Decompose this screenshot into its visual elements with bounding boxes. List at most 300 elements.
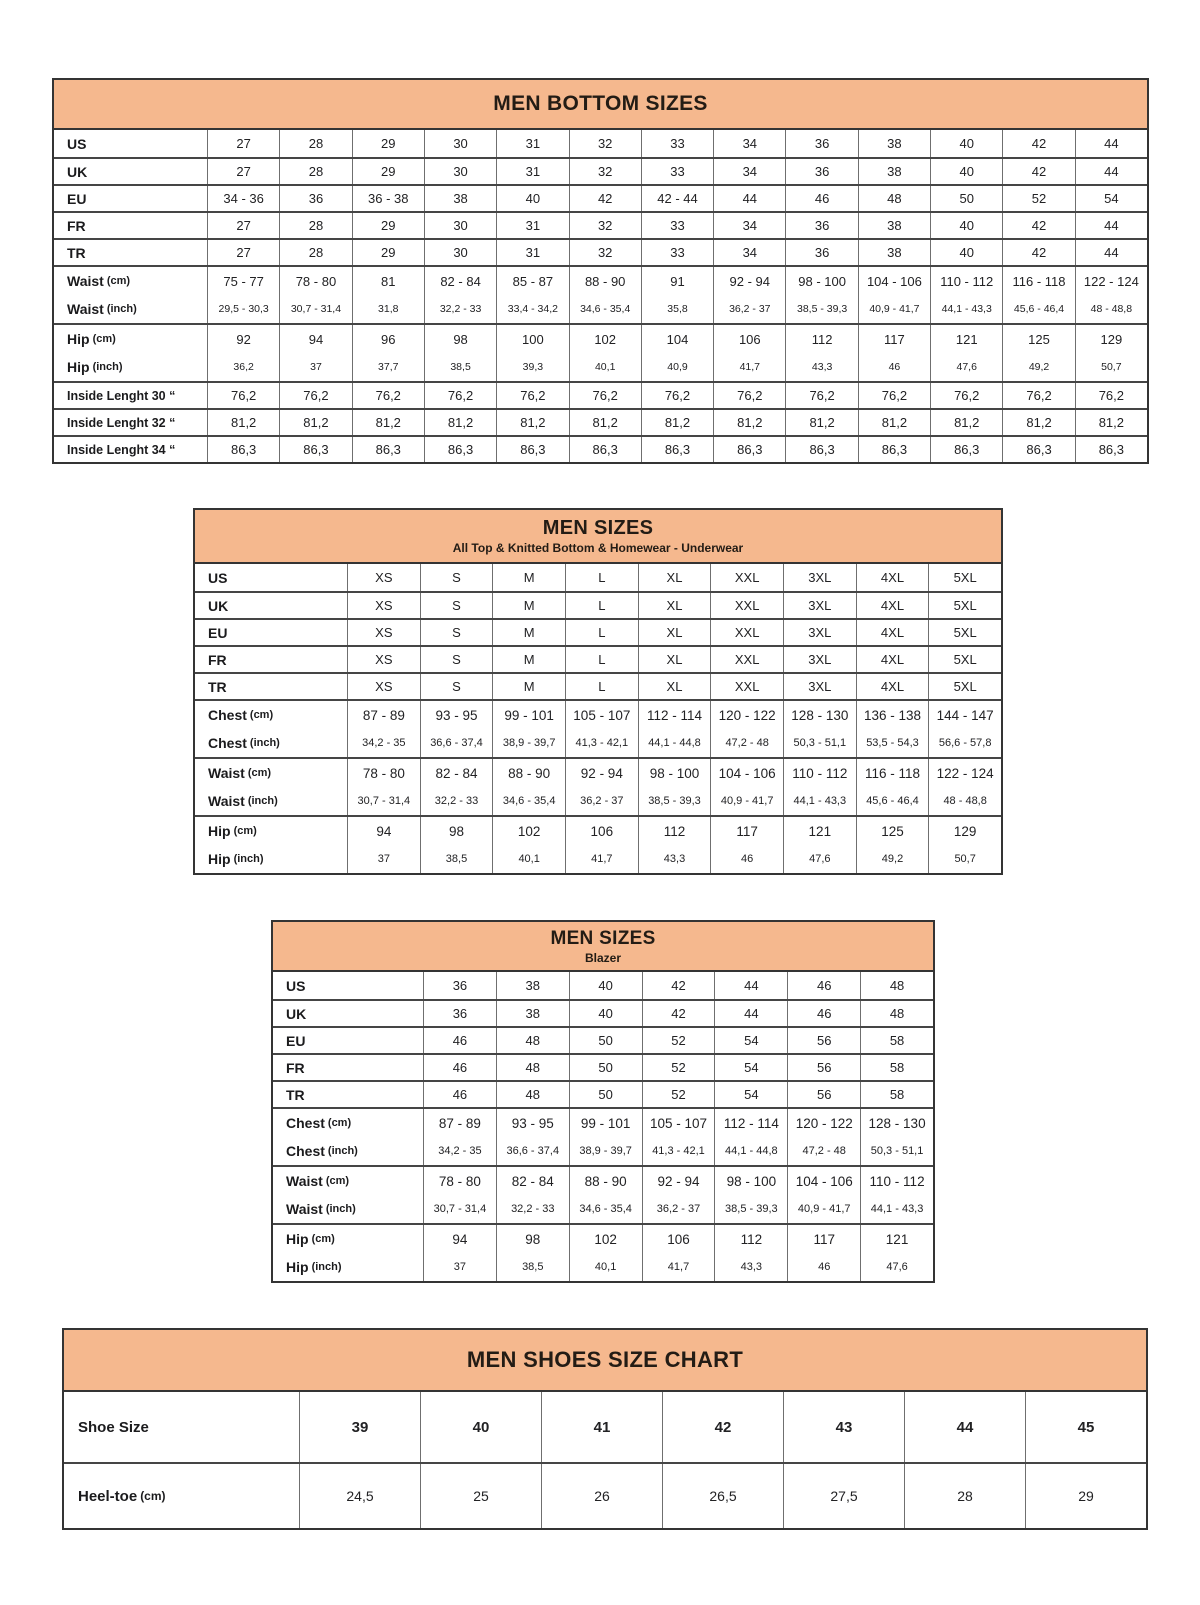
table-cell: M: [492, 564, 565, 591]
row-label-text: Waist: [67, 301, 104, 317]
table-cell: 30: [424, 130, 496, 157]
table-row: [195, 591, 1001, 618]
table-row: [64, 1392, 1146, 1462]
table-cell: XXL: [710, 593, 783, 618]
row-label-unit: (inch): [92, 361, 123, 373]
row-label-text: Chest: [208, 707, 247, 723]
table-cell: 43,3: [714, 1253, 787, 1281]
table-row: [54, 157, 1147, 184]
table-cell: 34: [713, 130, 785, 157]
row-label: [195, 817, 347, 845]
table-cell: 46: [787, 972, 860, 999]
table-cell: 81,2: [569, 410, 641, 435]
men-sizes-top-header: [195, 510, 1001, 564]
table-row: [273, 1165, 933, 1195]
men-bottom-sizes-rows: [54, 130, 1147, 462]
table-cell: 29: [1025, 1464, 1146, 1528]
table-cell: 47,6: [930, 353, 1002, 381]
table-cell: 110 - 112: [783, 759, 856, 787]
table-row: [54, 323, 1147, 353]
table-cell: 102: [492, 817, 565, 845]
table-cell: XL: [638, 647, 711, 672]
table-cell: 42: [1002, 159, 1074, 184]
table-cell: 86,3: [569, 437, 641, 462]
table-cell: 50,3 - 51,1: [783, 729, 856, 757]
table-cell: 104 - 106: [787, 1167, 860, 1195]
table-cell: 76,2: [424, 383, 496, 408]
table-cell: 42: [569, 186, 641, 211]
row-label-text: Waist: [67, 273, 104, 289]
table-cell: 42: [642, 1001, 715, 1026]
table-cell: 4XL: [856, 647, 929, 672]
table-row: [273, 1253, 933, 1281]
table-cell: 86,3: [1002, 437, 1074, 462]
table-row: [54, 184, 1147, 211]
table-cell: 78 - 80: [423, 1167, 496, 1195]
row-label-unit: (cm): [140, 1489, 166, 1503]
row-label-unit: (inch): [247, 795, 278, 807]
table-cell: 46: [423, 1055, 496, 1080]
row-label: [54, 240, 207, 265]
table-cell: 36: [785, 159, 857, 184]
row-label-text: Hip: [286, 1231, 309, 1247]
row-label-unit: (cm): [106, 275, 131, 287]
table-cell: 34: [713, 159, 785, 184]
men-sizes-blazer-header: [273, 922, 933, 972]
table-cell: 117: [710, 817, 783, 845]
row-label-unit: (cm): [92, 333, 116, 345]
table-title: MEN BOTTOM SIZES: [493, 92, 708, 115]
table-cell: 31: [496, 130, 568, 157]
table-cell: 58: [860, 1082, 933, 1107]
table-cell: 3XL: [783, 620, 856, 645]
table-cell: 40: [420, 1392, 541, 1462]
table-row: [195, 757, 1001, 787]
table-cell: 81,2: [496, 410, 568, 435]
table-cell: 110 - 112: [860, 1167, 933, 1195]
row-label: [273, 1167, 423, 1195]
row-label-text: Heel-toe: [78, 1487, 138, 1505]
table-cell: 88 - 90: [569, 267, 641, 295]
table-cell: 3XL: [783, 564, 856, 591]
table-cell: 36 - 38: [352, 186, 424, 211]
row-label: [54, 186, 207, 211]
men-sizes-top-table: [193, 508, 1003, 875]
table-cell: 116 - 118: [856, 759, 929, 787]
row-label-text: Hip: [208, 851, 231, 867]
table-cell: 42: [662, 1392, 783, 1462]
table-cell: 44,1 - 44,8: [714, 1137, 787, 1165]
table-cell: 44: [1075, 213, 1147, 238]
row-label-text: Chest: [286, 1115, 325, 1131]
table-cell: 112: [714, 1225, 787, 1253]
table-cell: 31: [496, 159, 568, 184]
table-cell: 54: [1075, 186, 1147, 211]
row-label-text: Inside Lenght 30 “: [67, 388, 176, 403]
table-cell: 54: [714, 1055, 787, 1080]
table-cell: 76,2: [1075, 383, 1147, 408]
table-cell: 5XL: [928, 564, 1001, 591]
table-cell: 86,3: [858, 437, 930, 462]
table-cell: 37: [347, 845, 420, 873]
table-cell: 81,2: [1075, 410, 1147, 435]
row-label: [54, 437, 207, 462]
table-cell: 76,2: [858, 383, 930, 408]
table-cell: 43: [783, 1392, 904, 1462]
table-cell: 46: [858, 353, 930, 381]
table-cell: 106: [642, 1225, 715, 1253]
table-cell: 76,2: [641, 383, 713, 408]
row-label-text: EU: [208, 624, 228, 641]
table-cell: 36,6 - 37,4: [496, 1137, 569, 1165]
table-cell: 105 - 107: [642, 1109, 715, 1137]
row-label-text: Waist: [208, 765, 245, 781]
table-cell: XS: [347, 674, 420, 699]
table-row: [273, 1053, 933, 1080]
table-cell: 29: [352, 159, 424, 184]
table-cell: 76,2: [1002, 383, 1074, 408]
table-cell: 40,9: [641, 353, 713, 381]
table-row: [273, 1137, 933, 1165]
row-label: [273, 1055, 423, 1080]
table-row: [195, 815, 1001, 845]
men-shoes-size-rows: [64, 1392, 1146, 1528]
table-cell: 86,3: [930, 437, 1002, 462]
table-cell: 4XL: [856, 564, 929, 591]
row-label-text: Inside Lenght 34 “: [67, 442, 176, 457]
row-label-unit: (cm): [311, 1233, 335, 1245]
table-cell: 40,1: [492, 845, 565, 873]
row-label-unit: (inch): [249, 737, 280, 749]
table-cell: 48: [496, 1028, 569, 1053]
table-cell: 44,1 - 43,3: [930, 295, 1002, 323]
table-row: [273, 1080, 933, 1107]
table-cell: 32,2 - 33: [424, 295, 496, 323]
table-cell: 129: [1075, 325, 1147, 353]
table-cell: 37,7: [352, 353, 424, 381]
table-cell: 26: [541, 1464, 662, 1528]
table-cell: 46: [423, 1028, 496, 1053]
row-label: [54, 267, 207, 295]
table-subtitle: Blazer: [584, 950, 622, 965]
table-cell: 50: [569, 1055, 642, 1080]
table-row: [195, 787, 1001, 815]
table-cell: 44,1 - 44,8: [638, 729, 711, 757]
table-cell: 47,6: [783, 845, 856, 873]
table-cell: 87 - 89: [347, 701, 420, 729]
table-cell: 76,2: [352, 383, 424, 408]
table-cell: 56: [787, 1055, 860, 1080]
table-cell: 121: [930, 325, 1002, 353]
row-label-text: Waist: [208, 793, 245, 809]
table-cell: 36: [785, 130, 857, 157]
row-label: [273, 1137, 423, 1165]
table-cell: 56: [787, 1028, 860, 1053]
table-cell: 27: [207, 240, 279, 265]
table-cell: 48 - 48,8: [1075, 295, 1147, 323]
table-cell: XL: [638, 620, 711, 645]
table-cell: 29,5 - 30,3: [207, 295, 279, 323]
row-label: [195, 674, 347, 699]
table-cell: 34,2 - 35: [423, 1137, 496, 1165]
row-label: [273, 1028, 423, 1053]
table-cell: XXL: [710, 674, 783, 699]
row-label: [195, 593, 347, 618]
table-cell: 40,9 - 41,7: [787, 1195, 860, 1223]
table-cell: 44: [904, 1392, 1025, 1462]
table-cell: 53,5 - 54,3: [856, 729, 929, 757]
table-cell: 46: [787, 1001, 860, 1026]
table-cell: 104 - 106: [858, 267, 930, 295]
table-cell: 86,3: [641, 437, 713, 462]
row-label: [54, 325, 207, 353]
table-cell: 41,7: [565, 845, 638, 873]
table-cell: 44: [1075, 159, 1147, 184]
table-cell: 88 - 90: [569, 1167, 642, 1195]
row-label: [273, 1001, 423, 1026]
table-cell: 76,2: [207, 383, 279, 408]
table-cell: 28: [279, 240, 351, 265]
table-cell: 31: [496, 240, 568, 265]
table-cell: 33,4 - 34,2: [496, 295, 568, 323]
table-cell: M: [492, 593, 565, 618]
table-cell: 30,7 - 31,4: [347, 787, 420, 815]
row-label: [273, 1225, 423, 1253]
men-sizes-top-rows: [195, 564, 1001, 873]
table-cell: 28: [279, 213, 351, 238]
table-cell: 92 - 94: [713, 267, 785, 295]
table-row: [195, 672, 1001, 699]
row-label: [273, 1109, 423, 1137]
row-label-text: US: [208, 569, 228, 586]
table-cell: 144 - 147: [928, 701, 1001, 729]
table-cell: 28: [279, 130, 351, 157]
row-label-unit: (cm): [327, 1117, 352, 1129]
table-cell: 81,2: [1002, 410, 1074, 435]
table-cell: 32: [569, 159, 641, 184]
table-cell: 25: [420, 1464, 541, 1528]
men-sizes-blazer-rows: [273, 972, 933, 1281]
table-cell: 40: [930, 213, 1002, 238]
row-label: [195, 787, 347, 815]
table-cell: 46: [785, 186, 857, 211]
table-cell: 49,2: [1002, 353, 1074, 381]
table-cell: 54: [714, 1028, 787, 1053]
table-cell: 81,2: [930, 410, 1002, 435]
row-label: [54, 295, 207, 323]
row-label: [273, 1195, 423, 1223]
table-cell: 45,6 - 46,4: [856, 787, 929, 815]
row-label-unit: (cm): [325, 1175, 350, 1187]
table-cell: 50: [569, 1082, 642, 1107]
table-cell: L: [565, 564, 638, 591]
table-cell: 50,7: [1075, 353, 1147, 381]
table-cell: M: [492, 647, 565, 672]
table-cell: 36: [785, 240, 857, 265]
table-row: [273, 972, 933, 999]
table-cell: 81,2: [713, 410, 785, 435]
table-cell: S: [420, 593, 493, 618]
table-cell: 38,5: [424, 353, 496, 381]
row-label-text: Chest: [208, 735, 247, 751]
row-label-text: US: [67, 135, 87, 152]
table-cell: 44: [714, 972, 787, 999]
table-row: [195, 729, 1001, 757]
table-cell: 93 - 95: [496, 1109, 569, 1137]
row-label: [195, 647, 347, 672]
table-cell: 104: [641, 325, 713, 353]
table-cell: 36,2 - 37: [713, 295, 785, 323]
table-cell: 47,2 - 48: [710, 729, 783, 757]
table-cell: 30: [424, 159, 496, 184]
table-cell: 47,6: [860, 1253, 933, 1281]
table-cell: 38: [858, 240, 930, 265]
table-row: [195, 699, 1001, 729]
table-cell: 27: [207, 213, 279, 238]
table-cell: 31: [496, 213, 568, 238]
table-cell: 76,2: [279, 383, 351, 408]
table-cell: 112: [638, 817, 711, 845]
table-cell: 86,3: [785, 437, 857, 462]
row-label-text: TR: [208, 678, 227, 695]
table-cell: 28: [904, 1464, 1025, 1528]
table-cell: 36,6 - 37,4: [420, 729, 493, 757]
row-label-text: Chest: [286, 1143, 325, 1159]
table-cell: 76,2: [569, 383, 641, 408]
table-cell: 4XL: [856, 620, 929, 645]
table-cell: XXL: [710, 647, 783, 672]
table-row: [273, 1195, 933, 1223]
table-row: [273, 1107, 933, 1137]
row-label-text: Shoe Size: [78, 1418, 149, 1436]
table-title: MEN SHOES SIZE CHART: [466, 1347, 744, 1372]
row-label-text: Hip: [67, 359, 90, 375]
table-cell: 136 - 138: [856, 701, 929, 729]
table-cell: 4XL: [856, 593, 929, 618]
table-cell: 76,2: [785, 383, 857, 408]
table-cell: 37: [423, 1253, 496, 1281]
table-cell: 117: [787, 1225, 860, 1253]
row-label-unit: (cm): [233, 825, 257, 837]
table-cell: 86,3: [352, 437, 424, 462]
row-label-text: Hip: [67, 331, 90, 347]
table-cell: 38,5: [420, 845, 493, 873]
table-cell: XL: [638, 593, 711, 618]
table-cell: 43,3: [638, 845, 711, 873]
table-cell: 76,2: [713, 383, 785, 408]
table-cell: 46: [423, 1082, 496, 1107]
table-cell: 40,9 - 41,7: [710, 787, 783, 815]
table-cell: 39: [299, 1392, 420, 1462]
table-cell: 38: [858, 213, 930, 238]
table-cell: 33: [641, 213, 713, 238]
row-label: [54, 410, 207, 435]
table-cell: 41: [541, 1392, 662, 1462]
table-cell: 91: [641, 267, 713, 295]
table-cell: 116 - 118: [1002, 267, 1074, 295]
table-cell: 44: [713, 186, 785, 211]
table-cell: 76,2: [496, 383, 568, 408]
table-cell: 33: [641, 240, 713, 265]
table-cell: 98: [424, 325, 496, 353]
row-label-text: Waist: [286, 1173, 323, 1189]
table-cell: 125: [856, 817, 929, 845]
row-label: [54, 213, 207, 238]
table-cell: 42 - 44: [641, 186, 713, 211]
table-subtitle: All Top & Knitted Bottom & Homewear - Underwear: [452, 541, 744, 555]
table-cell: 32,2 - 33: [496, 1195, 569, 1223]
table-cell: 24,5: [299, 1464, 420, 1528]
row-label-unit: (cm): [249, 709, 274, 721]
men-shoes-size-header: [64, 1330, 1146, 1392]
row-label-text: UK: [286, 1005, 307, 1022]
table-cell: 76,2: [930, 383, 1002, 408]
table-cell: 129: [928, 817, 1001, 845]
table-title: MEN SIZES: [542, 517, 654, 539]
table-cell: 42: [1002, 130, 1074, 157]
table-cell: 81,2: [207, 410, 279, 435]
table-cell: 27: [207, 159, 279, 184]
table-cell: XS: [347, 647, 420, 672]
row-label: [195, 845, 347, 873]
table-cell: 42: [1002, 240, 1074, 265]
table-cell: 98: [496, 1225, 569, 1253]
table-cell: 26,5: [662, 1464, 783, 1528]
table-row: [54, 211, 1147, 238]
table-cell: 38: [858, 130, 930, 157]
row-label-text: Hip: [286, 1259, 309, 1275]
row-label-unit: (inch): [327, 1145, 358, 1157]
table-cell: 78 - 80: [279, 267, 351, 295]
row-label-text: Hip: [208, 823, 231, 839]
table-cell: 50: [930, 186, 1002, 211]
table-cell: XXL: [710, 620, 783, 645]
row-label-text: UK: [208, 597, 229, 614]
table-title: MEN SIZES: [550, 927, 656, 949]
table-cell: 50,7: [928, 845, 1001, 873]
table-cell: 104 - 106: [710, 759, 783, 787]
table-cell: 125: [1002, 325, 1074, 353]
men-bottom-sizes-table: [52, 78, 1149, 464]
table-row: [54, 130, 1147, 157]
table-cell: 122 - 124: [1075, 267, 1147, 295]
table-cell: 56,6 - 57,8: [928, 729, 1001, 757]
table-cell: 34,6 - 35,4: [492, 787, 565, 815]
table-cell: 128 - 130: [783, 701, 856, 729]
table-row: [273, 999, 933, 1026]
table-cell: 44: [1075, 240, 1147, 265]
table-cell: 30,7 - 31,4: [279, 295, 351, 323]
table-cell: 122 - 124: [928, 759, 1001, 787]
table-cell: 44: [1075, 130, 1147, 157]
table-cell: 50,3 - 51,1: [860, 1137, 933, 1165]
table-cell: 102: [569, 325, 641, 353]
table-cell: 121: [783, 817, 856, 845]
table-cell: 36,2: [207, 353, 279, 381]
table-cell: 92 - 94: [642, 1167, 715, 1195]
table-cell: 81,2: [641, 410, 713, 435]
table-cell: 41,7: [642, 1253, 715, 1281]
table-cell: 105 - 107: [565, 701, 638, 729]
table-cell: XL: [638, 564, 711, 591]
row-label-text: FR: [286, 1059, 305, 1076]
row-label: [273, 1082, 423, 1107]
table-cell: L: [565, 674, 638, 699]
table-cell: 112: [785, 325, 857, 353]
table-cell: 34 - 36: [207, 186, 279, 211]
table-cell: 35,8: [641, 295, 713, 323]
table-cell: S: [420, 647, 493, 672]
